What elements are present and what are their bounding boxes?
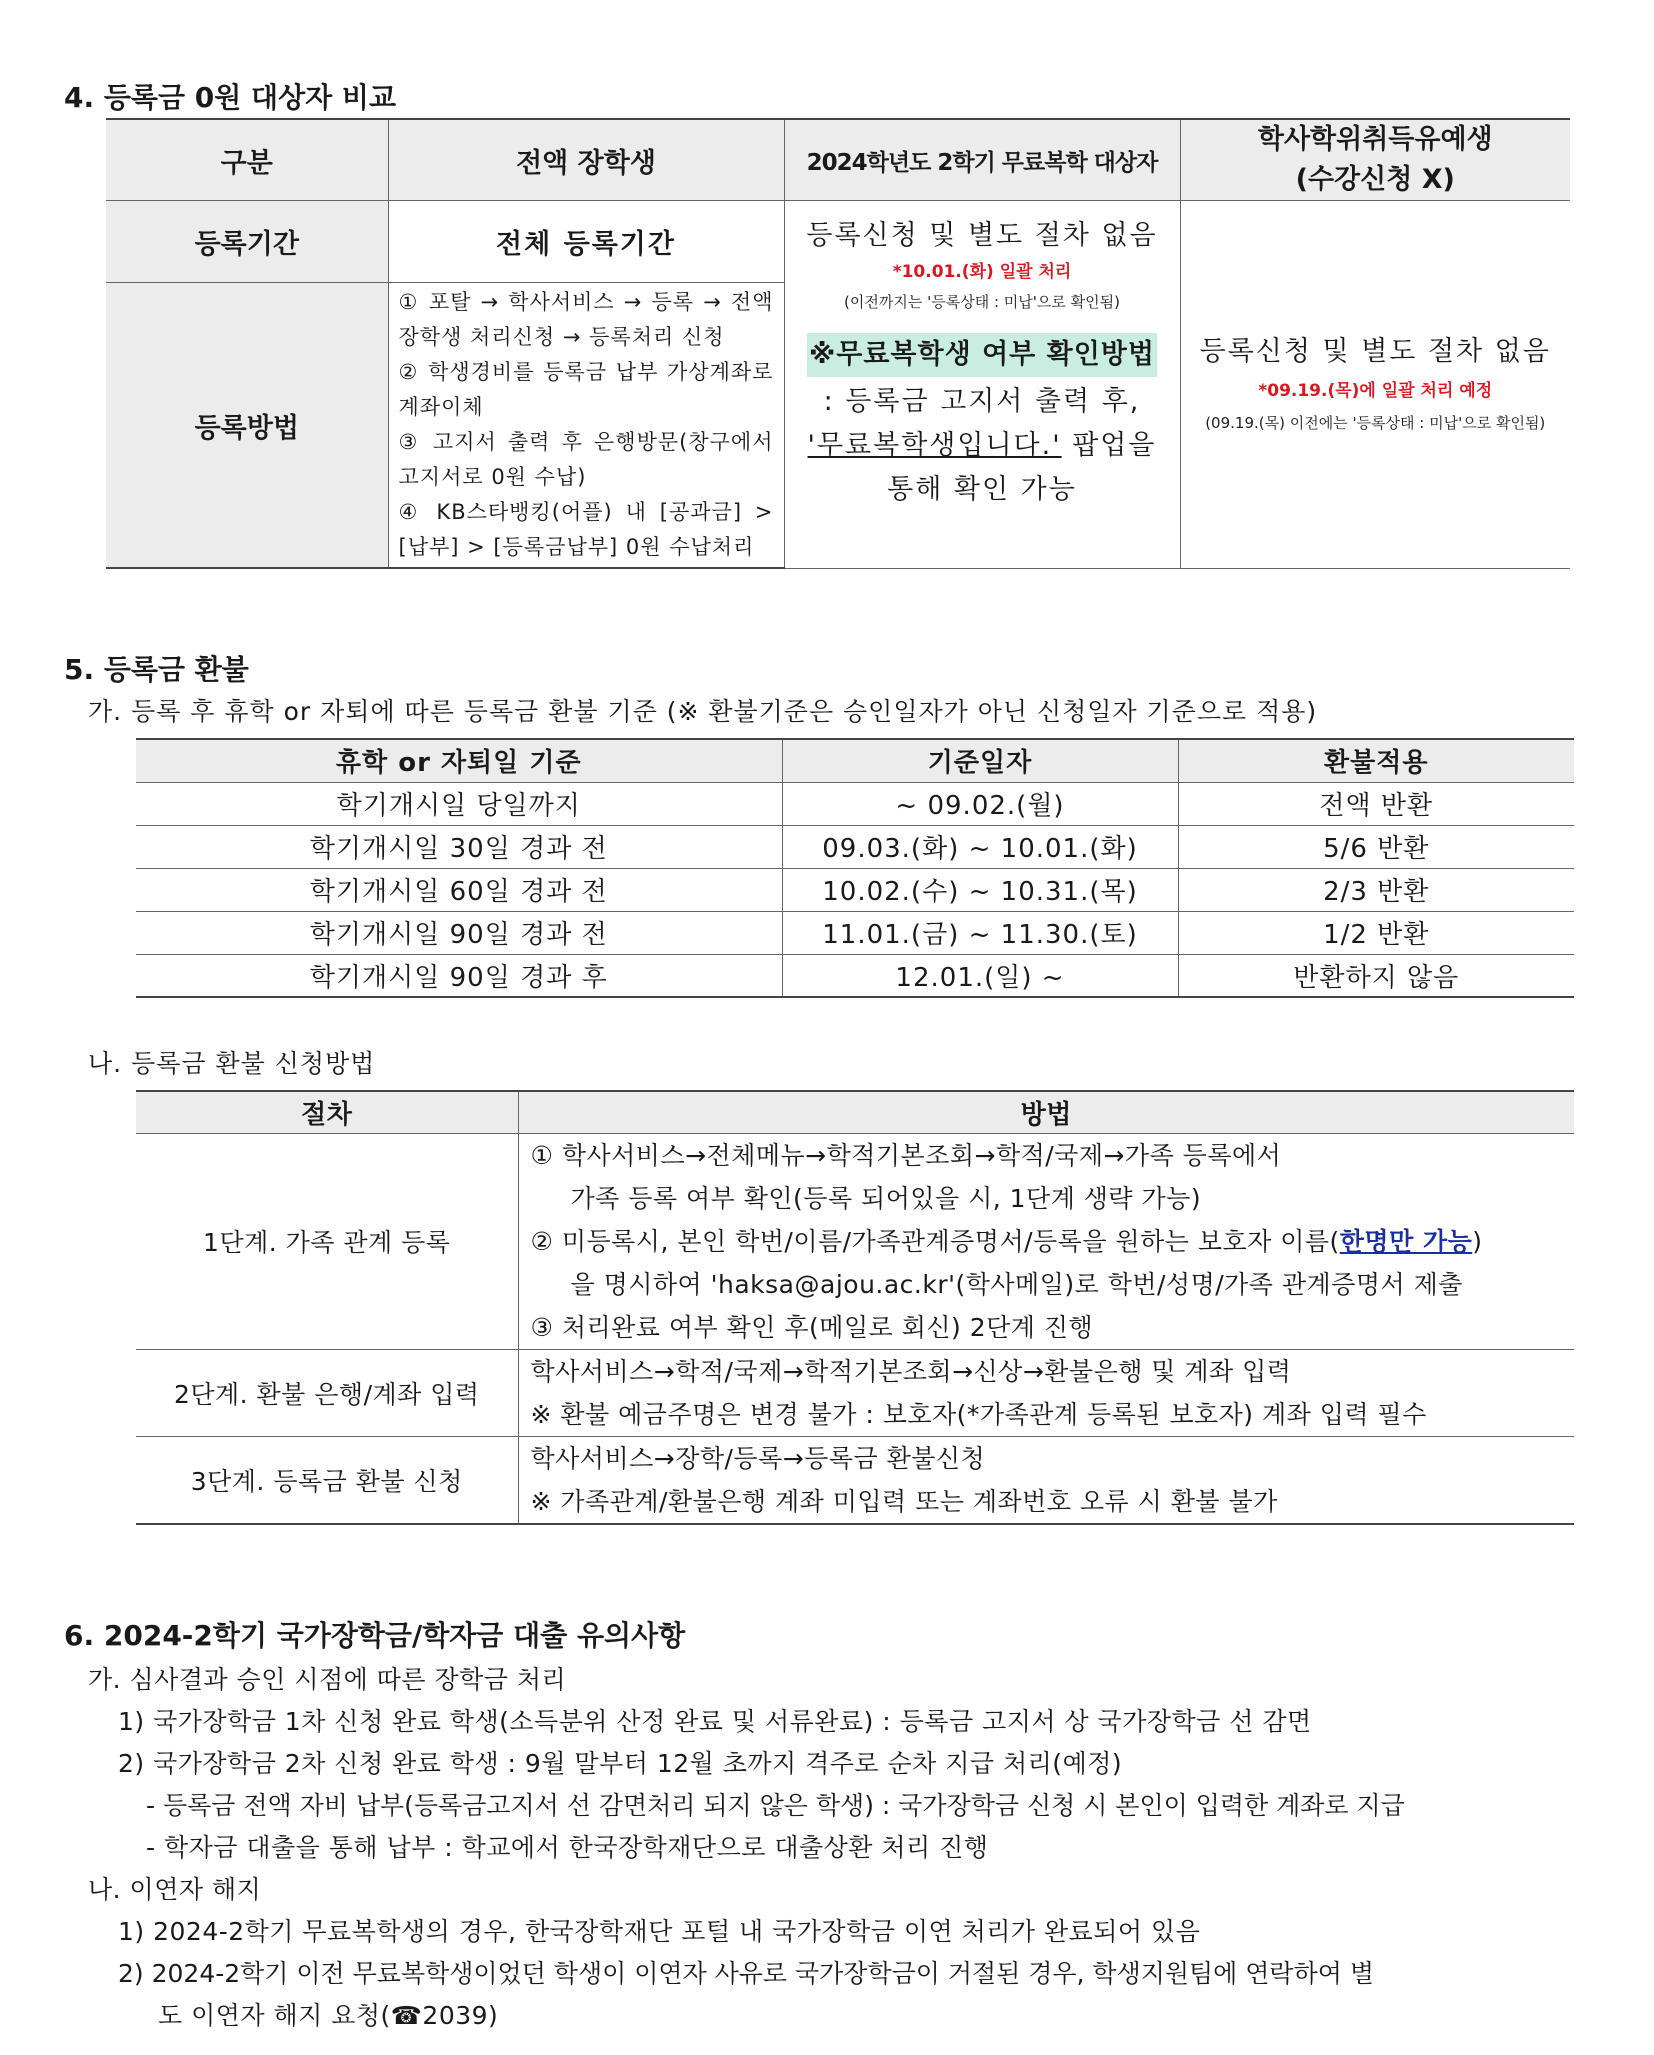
section-5-title: 5. 등록금 환불 [64, 653, 249, 686]
step3-label: 3단계. 등록금 환불 신청 [136, 1436, 518, 1524]
refund-apply: 1/2 반환 [1178, 911, 1574, 954]
header-free-return: 2024학년도 2학기 무료복학 대상자 [784, 119, 1180, 201]
step1-method [518, 1133, 1574, 1349]
header-category: 구분 [106, 119, 388, 201]
header-deferral-line2: (수강신청 X) [1295, 164, 1455, 195]
table-row [136, 954, 1574, 997]
free-check-2b: 팝업을 [1061, 430, 1157, 461]
refund-basis: 학기개시일 30일 경과 전 [136, 825, 782, 868]
step1-line3a: ② 미등록시, 본인 학번/이름/가족관계증명서/등록을 원하는 보호자 이름( [530, 1226, 1340, 1256]
refund-basis: 학기개시일 60일 경과 전 [136, 868, 782, 911]
step1-line3c: ) [1472, 1226, 1483, 1256]
one-guardian-only: 한명만 가능 [1339, 1226, 1473, 1256]
full-scholarship-steps [388, 283, 784, 569]
step3-line1: 학사서비스→장학/등록→등록금 환불신청 [530, 1443, 986, 1473]
section-4-title: 4. 등록금 0원 대상자 비교 [64, 81, 397, 114]
proc-header-step: 절차 [136, 1091, 518, 1133]
refund-procedure-table [136, 1090, 1574, 1525]
table-row [136, 782, 1574, 825]
free-return-cell [784, 201, 1180, 569]
step1-label: 1단계. 가족 관계 등록 [136, 1133, 518, 1349]
refund-date: 09.03.(화) ~ 10.01.(화) [782, 825, 1178, 868]
refund-apply: 반환하지 않음 [1178, 954, 1574, 997]
step2-line1: 학사서비스→학적/국제→학적기본조회→신상→환불은행 및 계좌 입력 [530, 1356, 1292, 1386]
table-row [136, 825, 1574, 868]
proc-header-method: 방법 [518, 1091, 1574, 1133]
full-step-3: ③ 고지서 출력 후 은행방문(창구에서 고지서로 0원 수납) [398, 430, 774, 489]
refund-apply: 2/3 반환 [1178, 868, 1574, 911]
row-label-method: 등록방법 [106, 283, 388, 569]
step2-label: 2단계. 환불 은행/계좌 입력 [136, 1349, 518, 1436]
refund-header-apply: 환불적용 [1178, 739, 1574, 782]
table-row [136, 911, 1574, 954]
row-label-period: 등록기간 [106, 201, 388, 283]
refund-criteria-subtitle: 가. 등록 후 휴학 or 자퇴에 따른 등록금 환불 기준 (※ 환불기준은 승인일자가 아닌 신청일자 기준으로 적용) [88, 697, 1318, 726]
step1-line2: 가족 등록 여부 확인(등록 되어있을 시, 1단계 생략 가능) [570, 1183, 1202, 1213]
step3-line2: ※ 가족관계/환불은행 계좌 미입력 또는 계좌번호 오류 시 환불 불가 [530, 1486, 1278, 1516]
free-none-text: 등록신청 및 별도 절차 없음 [806, 220, 1158, 251]
sec6-line-b2: 2) 2024-2학기 이전 무료복학생이었던 학생이 이연자 사유로 국가장학금이 거절된 경우, 학생지원팀에 연락하여 별 [118, 1959, 1374, 1988]
refund-basis: 학기개시일 당일까지 [136, 782, 782, 825]
section-6-title: 6. 2024-2학기 국가장학금/학자금 대출 유의사항 [64, 1619, 686, 1652]
free-check-popup: '무료복학생입니다.' [807, 430, 1062, 461]
free-small-note: (이전까지는 '등록상태 : 미납'으로 확인됨) [844, 293, 1120, 311]
defer-small-note: (09.19.(목) 이전에는 '등록상태 : 미납'으로 확인됨) [1205, 414, 1546, 433]
zero-fee-comparison-table [106, 118, 1570, 569]
refund-date: 12.01.(일) ~ [782, 954, 1178, 997]
header-full-scholarship: 전액 장학생 [388, 119, 784, 201]
full-step-2: ② 학생경비를 등록금 납부 가상계좌로 계좌이체 [398, 360, 774, 419]
free-check-2 [785, 424, 1180, 468]
step1-line4: 을 명시하여 'haksa@ajou.ac.kr'(학사메일)로 학번/성명/가족 관계증명서 제출 [570, 1269, 1463, 1299]
step1-line1: ① 학사서비스→전체메뉴→학적기본조회→학적/국제→가족 등록에서 [530, 1140, 1282, 1170]
refund-criteria-table [136, 738, 1574, 998]
refund-apply: 전액 반환 [1178, 782, 1574, 825]
refund-basis: 학기개시일 90일 경과 전 [136, 911, 782, 954]
refund-apply: 5/6 반환 [1178, 825, 1574, 868]
sec6-line-a2-2: - 학자금 대출을 통해 납부 : 학교에서 한국장학재단으로 대출상환 처리 진행 [146, 1833, 989, 1862]
free-check-title: ※무료복학생 여부 확인방법 [807, 333, 1157, 377]
refund-header-basis: 휴학 or 자퇴일 기준 [136, 739, 782, 782]
free-red-note: *10.01.(화) 일괄 처리 [892, 262, 1072, 282]
step3-method [518, 1436, 1574, 1524]
sec6-line-a2: 2) 국가장학금 2차 신청 완료 학생 : 9월 말부터 12월 초까지 격주로 순차 지급 처리(예정) [118, 1749, 1123, 1778]
full-step-1: ① 포탈 → 학사서비스 → 등록 → 전액 장학생 처리신청 → 등록처리 신청 [398, 290, 774, 349]
header-deferral [1180, 119, 1570, 201]
step2-line2: ※ 환불 예금주명은 변경 불가 : 보호자(*가족관계 등록된 보호자) 계좌 입력 필수 [530, 1399, 1427, 1429]
refund-header-date: 기준일자 [782, 739, 1178, 782]
sec6-line-a2-1: - 등록금 전액 자비 납부(등록금고지서 선 감면처리 되지 않은 학생) : 국가장학금 신청 시 본인이 입력한 계좌로 지급 [146, 1791, 1405, 1820]
free-check-1: : 등록금 고지서 출력 후, [823, 386, 1141, 417]
defer-none-text: 등록신청 및 별도 절차 없음 [1199, 336, 1551, 368]
sec6-line-b: 나. 이연자 해지 [88, 1875, 262, 1904]
defer-red-note: *09.19.(목)에 일괄 처리 예정 [1258, 381, 1493, 402]
full-step-4: ④ KB스타뱅킹(어플) 내 [공과금] > [납부] > [등록금납부] 0원 수납처리 [398, 500, 774, 559]
sec6-line-b2-cont: 도 이연자 해지 요청(☎2039) [158, 2001, 499, 2030]
refund-date: 11.01.(금) ~ 11.30.(토) [782, 911, 1178, 954]
sec6-line-b1: 1) 2024-2학기 무료복학생의 경우, 한국장학재단 포털 내 국가장학금 이연 처리가 완료되어 있음 [118, 1917, 1201, 1946]
refund-date: ~ 09.02.(월) [782, 782, 1178, 825]
step2-method [518, 1349, 1574, 1436]
deferral-cell [1180, 201, 1570, 569]
step1-line3 [531, 1220, 1563, 1263]
table-row [136, 868, 1574, 911]
refund-date: 10.02.(수) ~ 10.31.(목) [782, 868, 1178, 911]
sec6-line-a: 가. 심사결과 승인 시점에 따른 장학금 처리 [88, 1665, 567, 1694]
header-deferral-line1: 학사학위취득유예생 [1257, 124, 1493, 155]
full-period: 전체 등록기간 [388, 201, 784, 283]
refund-method-subtitle: 나. 등록금 환불 신청방법 [88, 1049, 376, 1078]
step1-line5: ③ 처리완료 여부 확인 후(메일로 회신) 2단계 진행 [530, 1312, 1094, 1342]
sec6-line-a1: 1) 국가장학금 1차 신청 완료 학생(소득분위 산정 완료 및 서류완료) : 등록금 고지서 상 국가장학금 선 감면 [118, 1707, 1312, 1736]
refund-basis: 학기개시일 90일 경과 후 [136, 954, 782, 997]
free-check-3: 통해 확인 가능 [887, 474, 1077, 505]
